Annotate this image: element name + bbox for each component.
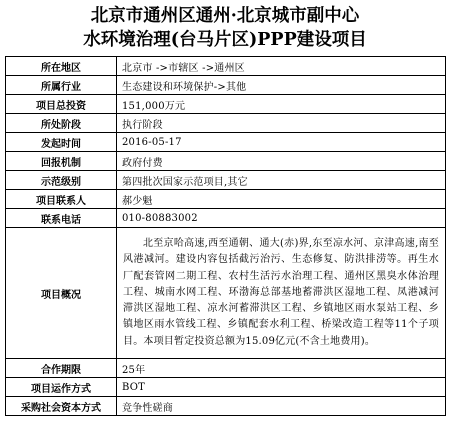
row-value-region: 北京市 ->市辖区 ->通州区	[117, 57, 446, 76]
table-row	[6, 190, 446, 209]
document-title	[0, 4, 450, 52]
table-row	[6, 133, 446, 152]
row-label-contact: 项目联系人	[6, 190, 117, 209]
table-row	[6, 209, 446, 228]
table-row	[6, 228, 446, 359]
table-row	[6, 171, 446, 190]
row-value-demo-level: 第四批次国家示范项目,其它	[117, 171, 446, 190]
table-row	[6, 57, 446, 76]
row-label-procurement: 采购社会资本方式	[6, 397, 117, 416]
row-label-stage: 所处阶段	[6, 114, 117, 133]
row-label-investment: 项目总投资	[6, 95, 117, 114]
row-label-term: 合作期限	[6, 359, 117, 378]
row-value-launch-date: 2016-05-17	[117, 133, 446, 152]
title-line-2: 水环境治理(台马片区)PPP建设项目	[83, 30, 367, 50]
project-info-table	[5, 56, 446, 416]
row-value-investment: 151,000万元	[117, 95, 446, 114]
table-row	[6, 359, 446, 378]
table-row	[6, 95, 446, 114]
row-label-region: 所在地区	[6, 57, 117, 76]
row-label-launch-date: 发起时间	[6, 133, 117, 152]
row-label-return-mechanism: 回报机制	[6, 152, 117, 171]
title-line-1: 北京市通州区通州·北京城市副中心	[90, 6, 360, 26]
table-row	[6, 378, 446, 397]
row-label-overview: 项目概况	[6, 228, 117, 359]
row-label-demo-level: 示范级别	[6, 171, 117, 190]
row-label-operation-mode: 项目运作方式	[6, 378, 117, 397]
row-value-overview: 北至京哈高速,西至通朝、通大(赤)界,东至凉水河、京津高速,南至风港减河。建设内容包括截污治污、生态修复、防洪排涝等。再生水厂配套管网二期工程、农村生活污水治理工程、通州区黑臭水体治理工程、城南水网工程、环渤海总部基地蓄滞洪区湿地工程、凤港减河滞洪区湿地工程、凉水河蓄滞洪区工程、乡镇地区雨水泵站工程、乡镇地区雨水管线工程、乡镇配套水利工程、桥梁改造工程等11个子项目。本项目暂定投资总额为15.09亿元(不含土地费用)。	[117, 228, 446, 359]
table-row	[6, 76, 446, 95]
row-value-operation-mode: BOT	[117, 378, 446, 397]
row-value-industry: 生态建设和环境保护->其他	[117, 76, 446, 95]
row-label-industry: 所属行业	[6, 76, 117, 95]
row-value-term: 25年	[117, 359, 446, 378]
row-label-phone: 联系电话	[6, 209, 117, 228]
row-value-procurement: 竞争性磋商	[117, 397, 446, 416]
row-value-return-mechanism: 政府付费	[117, 152, 446, 171]
table-row	[6, 397, 446, 416]
row-value-stage: 执行阶段	[117, 114, 446, 133]
table-row	[6, 114, 446, 133]
row-value-phone: 010-80883002	[117, 209, 446, 228]
row-value-contact: 郝少魁	[117, 190, 446, 209]
table-row	[6, 152, 446, 171]
